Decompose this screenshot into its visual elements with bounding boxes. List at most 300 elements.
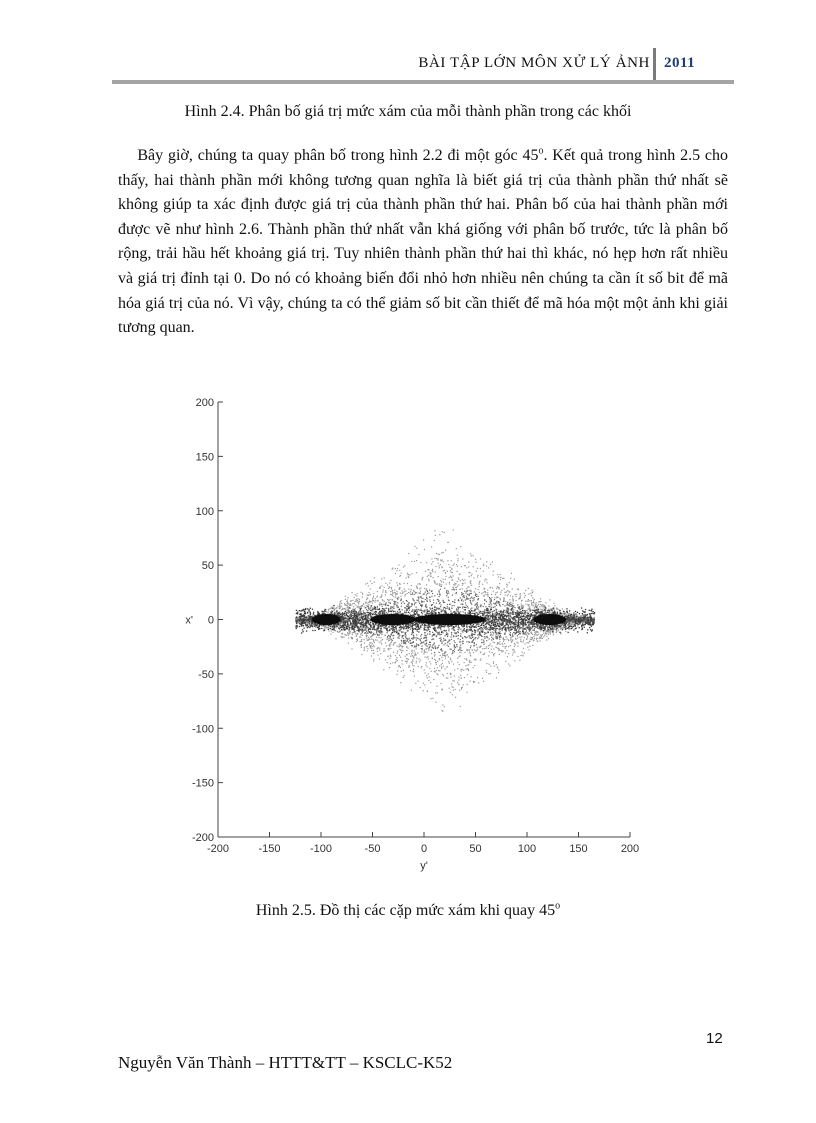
scatter-point — [436, 673, 437, 674]
scatter-point — [474, 642, 475, 643]
scatter-point — [332, 632, 333, 633]
scatter-point — [503, 639, 504, 640]
scatter-point — [468, 590, 469, 591]
scatter-point — [426, 598, 427, 599]
scatter-point — [516, 632, 517, 633]
scatter-point — [348, 604, 349, 605]
scatter-point — [454, 649, 455, 650]
scatter-point — [417, 610, 418, 611]
scatter-point — [506, 591, 507, 592]
scatter-point — [462, 631, 463, 632]
scatter-point — [462, 669, 463, 670]
scatter-point — [448, 646, 449, 647]
scatter-point — [421, 602, 422, 603]
scatter-point — [443, 638, 444, 639]
scatter-point — [471, 676, 472, 677]
scatter-point — [517, 628, 518, 629]
scatter-point — [411, 606, 412, 607]
scatter-point — [387, 632, 388, 633]
scatter-point — [460, 607, 461, 608]
scatter-point — [388, 649, 389, 650]
scatter-point — [562, 624, 563, 625]
scatter-point — [406, 641, 407, 642]
scatter-point — [539, 606, 540, 607]
scatter-point — [445, 635, 446, 636]
scatter-point — [440, 629, 441, 630]
scatter-point — [453, 664, 454, 665]
scatter-point — [414, 594, 415, 595]
scatter-point — [426, 638, 427, 639]
scatter-point — [519, 637, 520, 638]
scatter-point — [486, 670, 487, 671]
scatter-point — [482, 628, 483, 629]
scatter-point — [390, 606, 391, 607]
scatter-point — [422, 577, 423, 578]
scatter-point — [520, 593, 521, 594]
scatter-point — [397, 637, 398, 638]
scatter-point — [420, 635, 421, 636]
scatter-point — [472, 613, 473, 614]
scatter-point — [494, 597, 495, 598]
scatter-point — [436, 553, 437, 554]
scatter-point — [447, 636, 448, 637]
scatter-point — [541, 636, 542, 637]
scatter-point — [498, 587, 499, 588]
scatter-point — [425, 571, 426, 572]
scatter-point — [418, 600, 419, 601]
scatter-point — [484, 611, 485, 612]
scatter-point — [443, 601, 444, 602]
scatter-point — [429, 668, 430, 669]
scatter-point — [577, 625, 578, 626]
scatter-point — [366, 638, 367, 639]
scatter-point — [379, 637, 380, 638]
scatter-point — [373, 646, 374, 647]
scatter-point — [496, 601, 497, 602]
scatter-point — [421, 634, 422, 635]
scatter-point — [516, 612, 517, 613]
scatter-point — [348, 643, 349, 644]
scatter-point — [362, 635, 363, 636]
scatter-point — [492, 611, 493, 612]
scatter-point — [414, 655, 415, 656]
scatter-point — [464, 662, 465, 663]
scatter-point — [448, 597, 449, 598]
scatter-point — [518, 634, 519, 635]
scatter-point — [416, 662, 417, 663]
scatter-point — [486, 561, 487, 562]
scatter-point — [466, 588, 467, 589]
scatter-point — [365, 621, 366, 622]
scatter-point — [377, 600, 378, 601]
scatter-point — [517, 635, 518, 636]
scatter-point — [412, 663, 413, 664]
scatter-point — [566, 614, 567, 615]
scatter-point — [367, 646, 368, 647]
scatter-point — [399, 655, 400, 656]
scatter-point — [411, 589, 412, 590]
scatter-point — [470, 600, 471, 601]
scatter-point — [507, 638, 508, 639]
scatter-point — [454, 640, 455, 641]
paragraph-part2: . Kết quả trong hình 2.5 cho thấy, hai thành phần mới không tương quan nghĩa là biết giá trị của thành phần thứ nhất sẽ không giúp ta xác định được giá trị của thành phần thứ hai. Phân bố của hai thành phần mới được vẽ như hình 2.6. Thành phần thứ nhất vẫn khá giống với phân bố trước, tức là phân bố rộng, trải hầu hết khoảng giá trị. Tuy nhiên thành phần thứ hai thì khác, nó hẹp hơn rất nhiều và giá trị đỉnh tại 0. Do nó có khoảng biến đổi nhỏ hơn nhiều nên chúng ta cần ít số bit để mã hóa giá trị của nó. Vì vậy, chúng ta có thể giảm số bit cần thiết để mã hóa một một ảnh khi giải tương quan. — [118, 147, 729, 337]
scatter-point — [345, 615, 346, 616]
scatter-point — [507, 656, 508, 657]
scatter-point — [401, 671, 402, 672]
scatter-point — [532, 634, 533, 635]
scatter-point — [384, 601, 385, 602]
scatter-point — [513, 649, 514, 650]
scatter-point — [523, 648, 524, 649]
scatter-point — [434, 652, 435, 653]
scatter-point — [424, 610, 425, 611]
scatter-point — [425, 599, 426, 600]
scatter-point — [473, 639, 474, 640]
scatter-point — [516, 594, 517, 595]
scatter-point — [350, 603, 351, 604]
scatter-point — [406, 606, 407, 607]
scatter-point — [430, 698, 431, 699]
scatter-point — [359, 631, 360, 632]
scatter-point — [456, 592, 457, 593]
scatter-point — [471, 662, 472, 663]
scatter-point — [490, 666, 491, 667]
scatter-point — [416, 548, 417, 549]
scatter-point — [409, 638, 410, 639]
scatter-point — [408, 592, 409, 593]
scatter-point — [508, 640, 509, 641]
scatter-point — [504, 643, 505, 644]
scatter-point — [351, 637, 352, 638]
scatter-point — [530, 639, 531, 640]
scatter-point — [410, 606, 411, 607]
scatter-point — [494, 614, 495, 615]
scatter-point — [389, 667, 390, 668]
scatter-point — [493, 591, 494, 592]
scatter-point — [441, 586, 442, 587]
scatter-point — [372, 609, 373, 610]
header-rule — [112, 80, 734, 84]
scatter-point — [410, 670, 411, 671]
scatter-point — [416, 600, 417, 601]
scatter-point — [368, 606, 369, 607]
scatter-point — [480, 613, 481, 614]
scatter-point — [429, 676, 430, 677]
scatter-point — [454, 632, 455, 633]
scatter-point — [416, 639, 417, 640]
scatter-point — [460, 675, 461, 676]
scatter-point — [431, 671, 432, 672]
scatter-point — [526, 634, 527, 635]
scatter-point — [365, 613, 366, 614]
scatter-point — [466, 597, 467, 598]
scatter-point — [421, 642, 422, 643]
scatter-point — [522, 652, 523, 653]
scatter-point — [542, 604, 543, 605]
scatter-point — [528, 594, 529, 595]
scatter-point — [345, 609, 346, 610]
scatter-point — [364, 623, 365, 624]
scatter-point — [525, 601, 526, 602]
scatter-point — [477, 602, 478, 603]
scatter-point — [503, 638, 504, 639]
scatter-point — [434, 642, 435, 643]
scatter-point — [444, 640, 445, 641]
scatter-point — [433, 611, 434, 612]
scatter-point — [527, 637, 528, 638]
scatter-point — [355, 594, 356, 595]
scatter-point — [476, 596, 477, 597]
scatter-point — [409, 612, 410, 613]
scatter-point — [431, 564, 432, 565]
scatter-point — [400, 629, 401, 630]
scatter-point — [388, 611, 389, 612]
scatter-point — [476, 625, 477, 626]
scatter-point — [443, 675, 444, 676]
scatter-point — [457, 631, 458, 632]
scatter-point — [371, 650, 372, 651]
scatter-point — [450, 658, 451, 659]
scatter-point — [530, 632, 531, 633]
scatter-point — [486, 663, 487, 664]
scatter-point — [500, 574, 501, 575]
scatter-point — [342, 609, 343, 610]
scatter-point — [531, 590, 532, 591]
scatter-point — [516, 596, 517, 597]
scatter-point — [459, 649, 460, 650]
scatter-point — [470, 580, 471, 581]
scatter-point — [520, 640, 521, 641]
scatter-point — [448, 661, 449, 662]
scatter-point — [326, 611, 327, 612]
scatter-point — [507, 595, 508, 596]
scatter-point — [374, 642, 375, 643]
scatter-point — [476, 607, 477, 608]
scatter-point — [368, 602, 369, 603]
scatter-point — [486, 579, 487, 580]
scatter-point — [372, 603, 373, 604]
scatter-point — [427, 593, 428, 594]
scatter-point — [453, 687, 454, 688]
scatter-point — [410, 656, 411, 657]
scatter-point — [519, 609, 520, 610]
scatter-point — [526, 610, 527, 611]
scatter-point — [491, 604, 492, 605]
scatter-point — [484, 636, 485, 637]
scatter-point — [527, 616, 528, 617]
scatter-point — [457, 571, 458, 572]
scatter-point — [483, 571, 484, 572]
scatter-point — [483, 681, 484, 682]
scatter-point — [383, 589, 384, 590]
scatter-point — [515, 639, 516, 640]
scatter-point — [537, 632, 538, 633]
scatter-point — [491, 646, 492, 647]
scatter-point — [402, 632, 403, 633]
scatter-point — [347, 597, 348, 598]
scatter-point — [557, 609, 558, 610]
scatter-point — [466, 567, 467, 568]
scatter-point — [425, 606, 426, 607]
scatter-point — [513, 650, 514, 651]
scatter-point — [498, 589, 499, 590]
scatter-point — [444, 706, 445, 707]
scatter-point — [454, 563, 455, 564]
scatter-point — [449, 577, 450, 578]
scatter-point — [408, 659, 409, 660]
scatter-point — [416, 661, 417, 662]
scatter-point — [455, 689, 456, 690]
scatter-point — [436, 662, 437, 663]
scatter-point — [546, 633, 547, 634]
scatter-point — [354, 597, 355, 598]
scatter-point — [469, 662, 470, 663]
scatter-point — [496, 636, 497, 637]
scatter-point — [354, 603, 355, 604]
scatter-point — [341, 622, 342, 623]
scatter-point — [459, 652, 460, 653]
scatter-point — [474, 645, 475, 646]
scatter-point — [467, 606, 468, 607]
scatter-point — [557, 630, 558, 631]
scatter-point — [521, 627, 522, 628]
scatter-point — [389, 645, 390, 646]
scatter-point — [408, 577, 409, 578]
scatter-point — [339, 603, 340, 604]
scatter-point — [434, 540, 435, 541]
scatter-point — [440, 559, 441, 560]
scatter-point — [395, 573, 396, 574]
scatter-point — [396, 657, 397, 658]
scatter-point — [369, 592, 370, 593]
scatter-point — [401, 650, 402, 651]
scatter-point — [431, 653, 432, 654]
scatter-point — [512, 634, 513, 635]
scatter-point — [446, 666, 447, 667]
scatter-point — [481, 605, 482, 606]
scatter-point — [426, 610, 427, 611]
scatter-point — [393, 606, 394, 607]
scatter-point — [424, 588, 425, 589]
scatter-point — [402, 609, 403, 610]
scatter-point — [322, 626, 323, 627]
scatter-point — [399, 630, 400, 631]
scatter-point — [518, 643, 519, 644]
scatter-point — [483, 565, 484, 566]
scatter-point — [440, 589, 441, 590]
scatter-point — [532, 612, 533, 613]
scatter-point — [426, 642, 427, 643]
scatter-point — [493, 661, 494, 662]
scatter-point — [407, 601, 408, 602]
scatter-point — [492, 638, 493, 639]
scatter-point — [476, 644, 477, 645]
scatter-point — [536, 608, 537, 609]
scatter-point — [506, 646, 507, 647]
scatter-point — [425, 640, 426, 641]
scatter-point — [442, 660, 443, 661]
scatter-point — [548, 634, 549, 635]
scatter-point — [427, 627, 428, 628]
scatter-point — [393, 652, 394, 653]
scatter-point — [486, 636, 487, 637]
scatter-point — [453, 584, 454, 585]
scatter-point — [496, 605, 497, 606]
scatter-point — [383, 669, 384, 670]
scatter-point — [525, 604, 526, 605]
scatter-point — [491, 639, 492, 640]
scatter-point — [475, 609, 476, 610]
scatter-point — [535, 606, 536, 607]
scatter-point — [343, 637, 344, 638]
scatter-point — [368, 594, 369, 595]
scatter-point — [478, 682, 479, 683]
scatter-point — [331, 630, 332, 631]
scatter-point — [388, 626, 389, 627]
scatter-point — [553, 632, 554, 633]
scatter-point — [444, 653, 445, 654]
scatter-point — [452, 595, 453, 596]
scatter-point — [411, 585, 412, 586]
scatter-point — [350, 601, 351, 602]
scatter-point — [526, 638, 527, 639]
scatter-point — [529, 608, 530, 609]
scatter-point — [504, 605, 505, 606]
scatter-point — [403, 641, 404, 642]
scatter-point — [475, 650, 476, 651]
scatter-point — [432, 570, 433, 571]
scatter-point — [463, 670, 464, 671]
scatter-point — [425, 656, 426, 657]
scatter-point — [497, 644, 498, 645]
scatter-point — [409, 574, 410, 575]
scatter-point — [477, 649, 478, 650]
scatter-point — [470, 572, 471, 573]
scatter-point — [379, 648, 380, 649]
scatter-point — [538, 624, 539, 625]
scatter-point — [406, 662, 407, 663]
scatter-point — [477, 599, 478, 600]
scatter-point — [488, 648, 489, 649]
scatter-point — [511, 573, 512, 574]
scatter-point — [373, 639, 374, 640]
scatter-point — [499, 649, 500, 650]
scatter-point — [504, 592, 505, 593]
scatter-point — [448, 630, 449, 631]
scatter-point — [526, 628, 527, 629]
scatter-point — [399, 589, 400, 590]
scatter-point — [464, 652, 465, 653]
scatter-point — [567, 615, 568, 616]
scatter-point — [445, 668, 446, 669]
scatter-point — [347, 633, 348, 634]
scatter-point — [515, 644, 516, 645]
scatter-point — [352, 600, 353, 601]
scatter-point — [434, 655, 435, 656]
scatter-point — [374, 582, 375, 583]
header-separator — [653, 48, 656, 81]
scatter-point — [553, 634, 554, 635]
scatter-point — [345, 596, 346, 597]
scatter-point — [463, 641, 464, 642]
scatter-point — [438, 554, 439, 555]
scatter-point — [527, 635, 528, 636]
scatter-point — [425, 592, 426, 593]
scatter-point — [444, 588, 445, 589]
scatter-point — [406, 638, 407, 639]
scatter-point — [405, 634, 406, 635]
scatter-point — [413, 658, 414, 659]
